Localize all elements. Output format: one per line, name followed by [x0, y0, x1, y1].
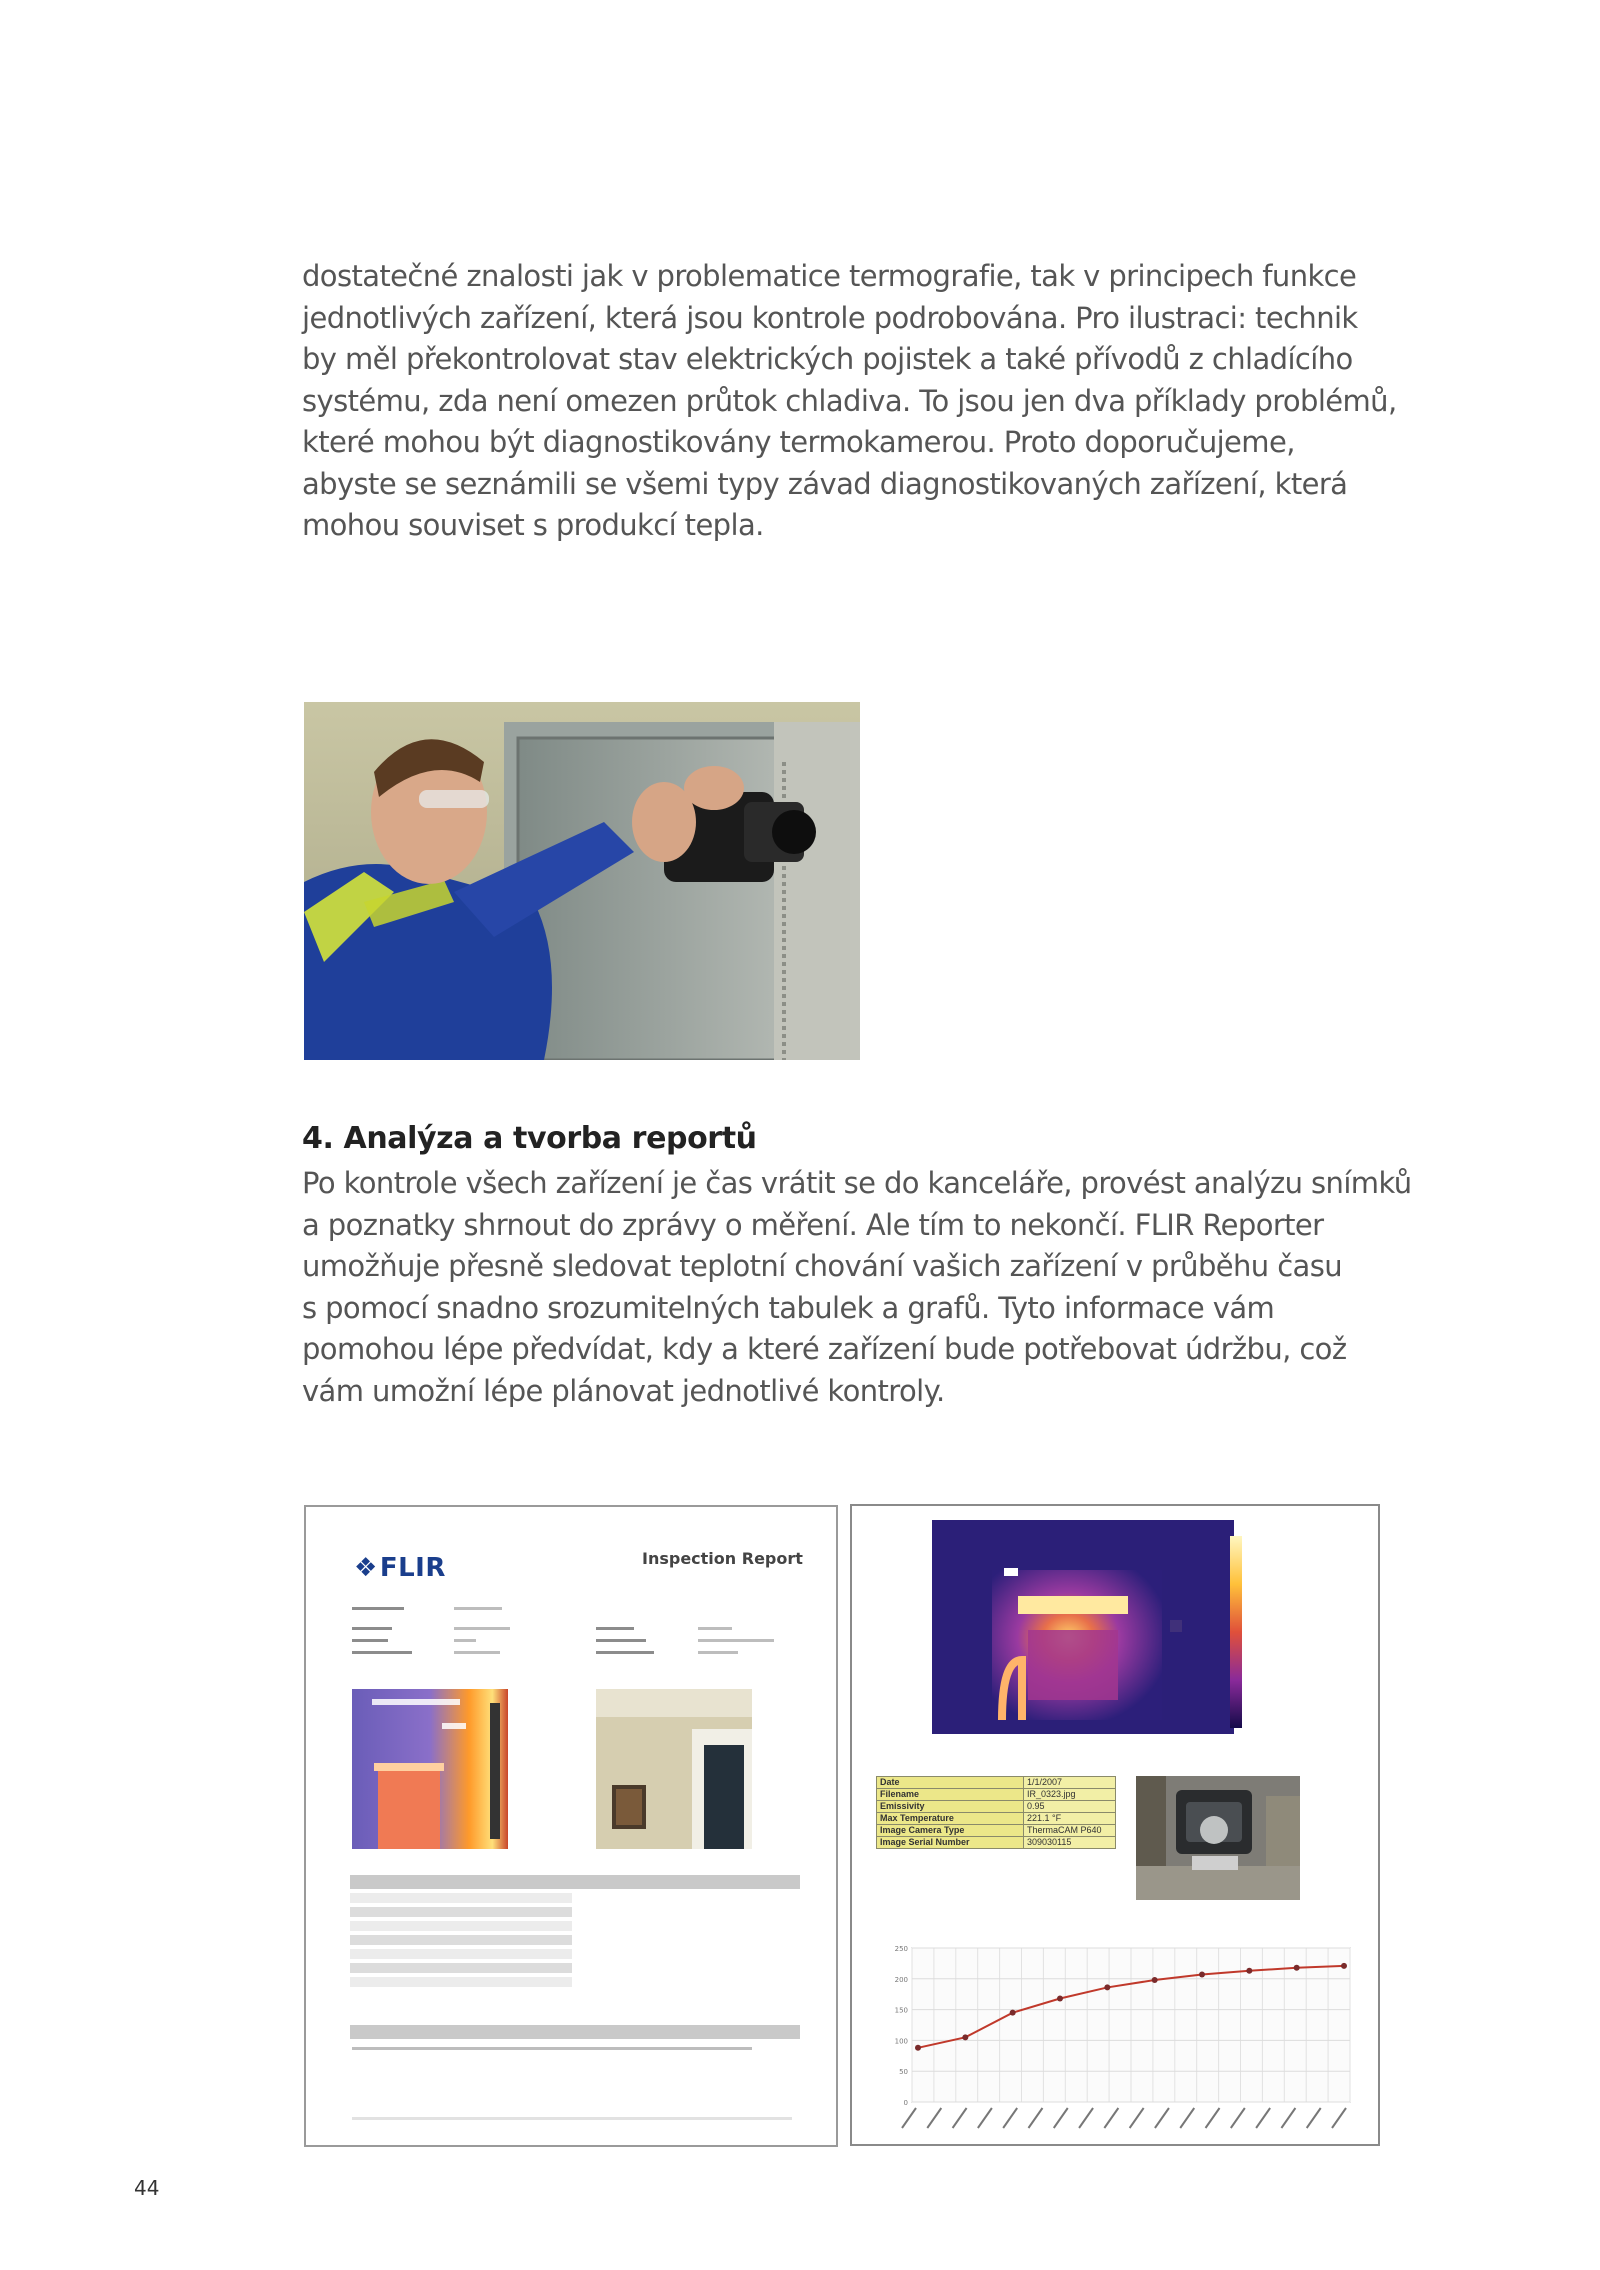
x-tick-label	[927, 2108, 941, 2128]
technician-photo	[304, 702, 860, 1060]
report-text-line	[596, 1651, 654, 1654]
info-key: Date	[877, 1777, 1024, 1789]
x-tick-label	[978, 2108, 992, 2128]
flir-logo-icon: ❖	[354, 1553, 378, 1583]
x-tick-label	[1054, 2108, 1068, 2128]
report-visual-image	[596, 1689, 752, 1849]
report-text-line	[454, 1607, 502, 1610]
info-value: ThermaCAM P640	[1024, 1825, 1116, 1837]
section-line: Po kontrole všech zařízení je čas vrátit se do kanceláře, provést analýzu snímků	[302, 1166, 1412, 1200]
intro-line: které mohou být diagnostikovány termokamerou. Proto doporučujeme,	[302, 425, 1295, 459]
report-table-row	[350, 1921, 572, 1931]
info-value: 0.95	[1024, 1801, 1116, 1813]
report-section-header	[350, 2025, 800, 2039]
x-tick-label	[1155, 2108, 1169, 2128]
y-tick-label: 100	[894, 2037, 908, 2046]
y-tick-label: 200	[894, 1975, 908, 1984]
report-text-line	[596, 1627, 634, 1630]
data-point	[1104, 1984, 1110, 1990]
x-tick-label	[1130, 2108, 1144, 2128]
report-section-header	[350, 1875, 800, 1889]
x-tick-label	[1307, 2108, 1321, 2128]
info-value: 309030115	[1024, 1837, 1116, 1849]
report-table-row	[350, 1949, 572, 1959]
report-text-line	[352, 1627, 392, 1630]
section-line: s pomocí snadno srozumitelných tabulek a grafů. Tyto informace vám	[302, 1290, 1275, 1325]
temperature-scale-bar	[1228, 1536, 1258, 1728]
machine-photo-illustration	[1136, 1776, 1300, 1900]
y-tick-label: 0	[903, 2099, 908, 2107]
report-footer-line	[352, 2117, 792, 2120]
info-value: 221.1 °F	[1024, 1813, 1116, 1825]
info-key: Emissivity	[877, 1801, 1024, 1813]
y-tick-label: 250	[894, 1945, 908, 1953]
x-tick-label	[1028, 2108, 1042, 2128]
machine-photo	[1136, 1776, 1300, 1900]
intro-line: jednotlivých zařízení, která jsou kontrole podrobována. Pro ilustraci: technik	[302, 300, 1358, 335]
data-point	[1057, 1996, 1063, 2002]
info-table-row	[877, 1837, 1116, 1849]
info-value: IR_0323.jpg	[1024, 1789, 1116, 1801]
x-tick-label	[1332, 2108, 1346, 2128]
y-tick-label: 150	[894, 2006, 908, 2015]
report-table-row	[350, 1935, 572, 1945]
report-text-line	[454, 1627, 510, 1630]
report-thermal-illustration	[352, 1689, 508, 1849]
info-key: Max Temperature	[877, 1813, 1024, 1825]
technician-photo-illustration	[304, 702, 860, 1060]
report-text-line	[352, 1651, 412, 1654]
x-tick-label	[1003, 2108, 1017, 2128]
image-info-table	[876, 1776, 1116, 1849]
report-table-row	[350, 1963, 572, 1973]
x-tick-label	[1104, 2108, 1118, 2128]
data-point	[1341, 1963, 1347, 1969]
inspection-report-image	[304, 1505, 838, 2147]
section-paragraph	[302, 1163, 1412, 1412]
x-tick-label	[902, 2108, 916, 2128]
section-heading: 4. Analýza a tvorba reportů	[302, 1121, 757, 1156]
x-tick-label	[1206, 2108, 1220, 2128]
reporter-composite-image	[850, 1504, 1380, 2146]
report-text-line	[352, 1639, 388, 1642]
report-visual-illustration	[596, 1689, 752, 1849]
x-tick-label	[1281, 2108, 1295, 2128]
temperature-scale	[1228, 1536, 1258, 1728]
temperature-trend-chart	[876, 1940, 1360, 2136]
data-point	[1199, 1971, 1205, 1977]
intro-paragraph	[302, 256, 1397, 547]
info-key: Filename	[877, 1789, 1024, 1801]
info-key: Image Camera Type	[877, 1825, 1024, 1837]
report-table-row	[350, 1977, 572, 1987]
info-table-row	[877, 1777, 1116, 1789]
report-title: Inspection Report	[642, 1549, 803, 1568]
y-tick-label: 50	[899, 2068, 908, 2077]
data-point	[1294, 1965, 1300, 1971]
data-point	[1010, 2010, 1016, 2016]
x-tick-label	[1231, 2108, 1245, 2128]
section-line: umožňuje přesně sledovat teplotní chování vašich zařízení v průběhu času	[302, 1249, 1342, 1283]
info-value: 1/1/2007	[1024, 1777, 1116, 1789]
report-text-line	[352, 2047, 752, 2050]
x-tick-label	[1079, 2108, 1093, 2128]
intro-line: mohou souviset s produkcí tepla.	[302, 508, 764, 542]
report-text-line	[454, 1639, 476, 1642]
data-point	[915, 2045, 921, 2051]
report-text-line	[698, 1639, 774, 1642]
x-tick-label	[1180, 2108, 1194, 2128]
report-text-line	[454, 1651, 500, 1654]
section-line: vám umožní lépe plánovat jednotlivé kontroly.	[302, 1373, 945, 1408]
info-table-row	[877, 1801, 1116, 1813]
section-line: a poznatky shrnout do zprávy o měření. Ale tím to nekončí. FLIR Reporter	[302, 1207, 1324, 1242]
data-point	[962, 2034, 968, 2040]
info-table-row	[877, 1825, 1116, 1837]
info-table-row	[877, 1813, 1116, 1825]
report-text-line	[352, 1607, 404, 1610]
infrared-illustration	[932, 1520, 1234, 1734]
x-tick-label	[1256, 2108, 1270, 2128]
report-text-line	[698, 1651, 738, 1654]
intro-line: dostatečné znalosti jak v problematice termografie, tak v principech funkce	[302, 259, 1357, 293]
flir-logo	[354, 1553, 446, 1583]
infrared-image	[932, 1520, 1234, 1734]
data-point	[1152, 1977, 1158, 1983]
info-key: Image Serial Number	[877, 1837, 1024, 1849]
page-number: 44	[134, 2176, 160, 2200]
info-table-row	[877, 1789, 1116, 1801]
intro-line: by měl překontrolovat stav elektrických pojistek a také přívodů z chladícího	[302, 342, 1353, 376]
report-table-row	[350, 1893, 572, 1903]
intro-line: systému, zda není omezen průtok chladiva. To jsou jen dva příklady problémů,	[302, 383, 1397, 418]
section-line: pomohou lépe předvídat, kdy a které zařízení bude potřebovat údržbu, což	[302, 1332, 1347, 1366]
report-table-row	[350, 1907, 572, 1917]
intro-line: abyste se seznámili se všemi typy závad diagnostikovaných zařízení, která	[302, 466, 1348, 501]
report-text-line	[596, 1639, 646, 1642]
flir-logo-text: FLIR	[379, 1553, 446, 1583]
data-point	[1246, 1968, 1252, 1974]
report-text-line	[698, 1627, 732, 1630]
report-thermal-image	[352, 1689, 508, 1849]
x-tick-label	[953, 2108, 967, 2128]
